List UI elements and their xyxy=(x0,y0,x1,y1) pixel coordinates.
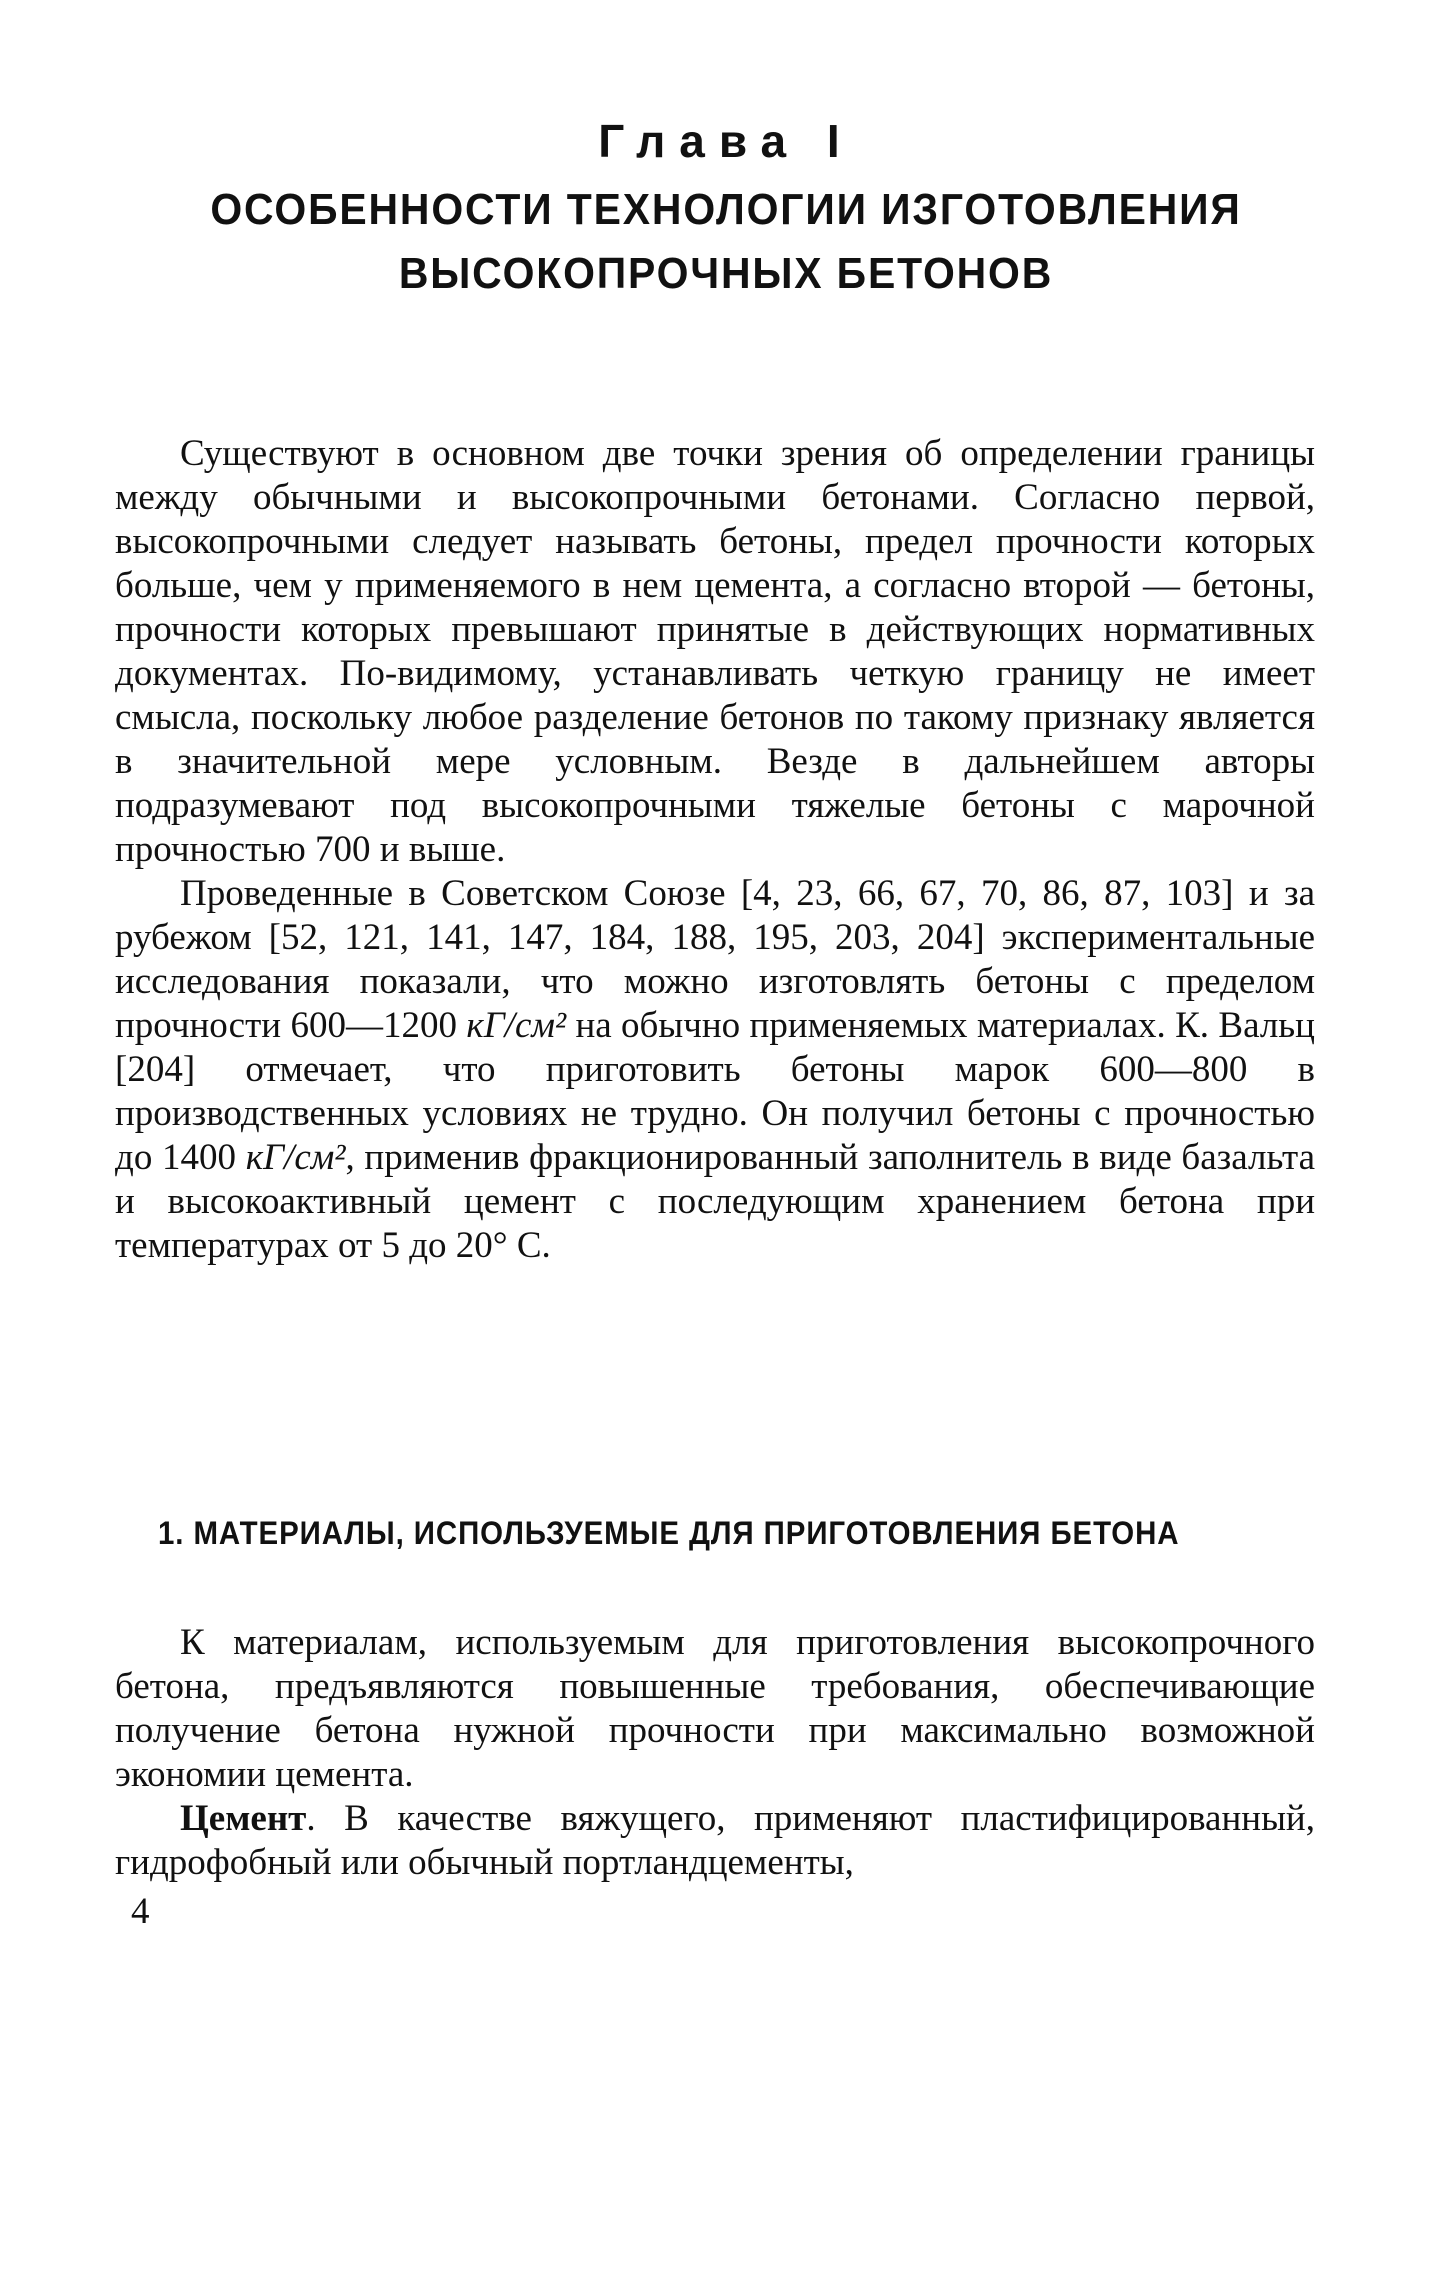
intro-paragraph-2-part-a: Проведенные в Советском Союзе [4, 23, 66, 67, 70, 86, 87, 103] и за рубежом [52, 121, 141, 147, 184, 188, 195, 203, 204] экспериментальные исследования показали, что можно изготовлять бетоны с пределом прочности 600—1200 xyxy=(115,873,1315,1046)
intro-paragraph-1: Существуют в основном две точки зрения об определении границы между обычными и высокопрочными бетонами. Согласно первой, высокопрочными следует называть бетоны, предел прочности которых больше, чем у применяемого в нем цемента, а согласно второй — бетоны, прочности которых превышают принятые в действующих нормативных документах. По-видимому, устанавливать четкую границу не имеет смысла, поскольку любое разделение бетонов по такому признаку является в значительной мере условным. Везде в дальнейшем авторы подразумевают под высокопрочными тяжелые бетоны с марочной прочностью 700 и выше. xyxy=(115,433,1315,870)
chapter-title xyxy=(51,178,1401,306)
term-cement: Цемент xyxy=(180,1798,307,1839)
section-paragraph-2 xyxy=(115,1797,1315,1885)
intro-paragraph-2 xyxy=(115,872,1315,1268)
section-heading: 1. МАТЕРИАЛЫ, ИСПОЛЬЗУЕМЫЕ ДЛЯ ПРИГОТОВЛЕНИЯ БЕТОНА xyxy=(158,1515,1180,1551)
intro-paragraph-2-part-b: на обычно применяемых материалах. К. Вальц [204] отмечает, что приготовить бетоны марок 600—800 в производственных условиях не трудно. Он получил бетоны с прочностью до 1400 xyxy=(115,1005,1315,1178)
intro-paragraph-2-part-c: , применив фракционированный заполнитель в виде базальта и высокоактивный цемент с последующим хранением бетона при температурах от 5 до 20° С. xyxy=(115,1137,1316,1266)
intro-text xyxy=(115,432,1315,1268)
unit-kg-per-cm2-second: кГ/см² xyxy=(245,1137,346,1178)
section-paragraph-1: К материалам, используемым для приготовления высокопрочного бетона, предъявляются повышенные требования, обеспечивающие получение бетона нужной прочности при максимально возможной экономии цемента. xyxy=(115,1622,1315,1795)
chapter-label: Глава I xyxy=(598,115,854,167)
chapter-title-line-1: ОСОБЕННОСТИ ТЕХНОЛОГИИ ИЗГОТОВЛЕНИЯ xyxy=(210,185,1242,234)
section-text xyxy=(115,1621,1315,1885)
unit-kg-per-cm2: кГ/см² xyxy=(466,1005,567,1046)
chapter-title-line-2: ВЫСОКОПРОЧНЫХ БЕТОНОВ xyxy=(398,249,1054,298)
page-number: 4 xyxy=(131,1891,150,1932)
section-paragraph-2-text: . В качестве вяжущего, применяют пластифицированный, гидрофобный или обычный портландцементы, xyxy=(115,1798,1315,1883)
